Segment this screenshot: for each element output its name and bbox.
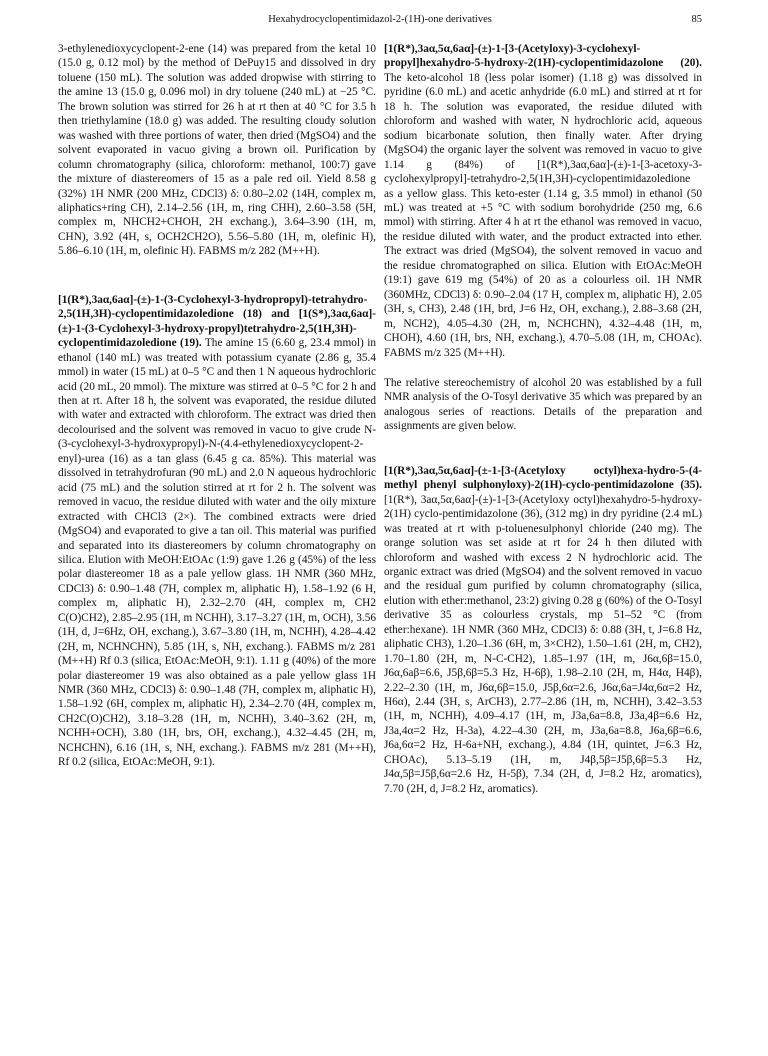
paragraph-body: 3-ethylenedioxycyclopent-2-ene (14) was prepared from the ketal 10 (15.0 g, 0.12 mol) by the method of DePuy15 and dissolved in dry toluene (150 mL). The solution was added dropwise with stirring to the amine 13 (15.0 g, 0.096 mol) in dry toluene (240 mL) at −25 °C. The brown solution was stirred for 26 h at rt then at 40 °C for 3.5 h then triethylamine (18.0 g) was added. The resulting cloudy solution was washed with three portions of water, then dried (MgSO4) and the solvent evaporated in vacuo giving a brown oil. Purification by column chromatography (silica, chloroform: methanol, 100:7) gave the mixture of diastereomers of 15 as a pale red oil. Yield 8.58 g (32%) 1H NMR (200 MHz, CDCl3) δ: 0.80–2.02 (14H, complex m, aliphatics+ring CH), 2.14–2.56 (1H, m, ring CHH), 2.60–3.58 (5H, complex m, NHCH2+CHOH, 2H exchang.), 3.64–3.90 (1H, m, CHN), 3.92 (4H, s, OCH2CH2O), 5.56–5.80 (1H, m, olefinic H), 5.86–6.10 (1H, m, olefinic H). FABMS m/z 282 (M++H).	[58, 43, 376, 258]
paragraph-pyrrole-prep	[58, 42, 376, 259]
paragraph-compounds-18-19	[58, 293, 376, 770]
paragraph-body: The keto-alcohol 18 (less polar isomer) (1.18 g) was dissolved in pyridine (6.0 mL) and acetic anhydride (6.0 mL) and stirred at rt for 18 h. The solution was evaporated, the residue diluted with chloroform and washed with water, N hydrochloric acid, aqueous sodium bicarbonate solution, then finally water. After drying (MgSO4) the organic layer the solvent was removed in vacuo to give 1.14 g (84%) of [1(R*),3aα,6aα]-(±)-1-[3-acetoxy-3-cyclohexylpropyl]-tetrahydro-2,5(1H,3H)-cyclopentimidazoledione as a yellow glass. This keto-ester (1.14 g, 3.5 mmol) in ethanol (50 mL) was treated at +5 °C with sodium borohydride (250 mg, 6.6 mmol) with stirring. After 4 h at rt the ethanol was removed in vacuo, the residue diluted with water, and the product extracted into ether. The extract was dried (MgSO4), the solvent removed in vacuo and the residue chromatographed on silica. Elution with EtOAc:MeOH (19:1) gave 619 mg (54%) of 20 as a colourless oil. 1H NMR (360MHz, CDCl3) δ: 0.90–2.04 (17 H, complex m, aliphatic H), 2.05 (3H, s, CH3), 2.48 (1H, brd, J=6 Hz, OH, exchang.), 2.88–3.68 (2H, m, NCH2), 4.05–4.30 (2H, m, NCHCHN), 4.32–4.48 (1H, m, CHOH), 4.60 (1H, brs, NH, exchang.), 4.70–5.08 (1H, m, CHOAc). FABMS m/z 325 (M++H).	[384, 71, 702, 359]
paragraph-body: The amine 15 (6.60 g, 23.4 mmol) in ethanol (140 mL) was treated with potassium cyanate (2.86 g, 35.4 mmol) in water (15 mL) at 0–5 °C and then 1 N aqueous hydrochloric acid (20 mL, 20 mmol). The mixture was stirred at 0–5 °C for 2 h and then at rt. After 18 h, the solvent was evaporated, the residue diluted with water and extracted with chloroform. The extract was dried then decolourised and the solvent was removed in vacuo to give crude N-(3-cyclohexyl-3-hydroxypropyl)-N-(4.4-ethylenedioxycyclopent-2-enyl)-urea (16) as a tan glass (6.45 g ca. 85%). This material was dissolved in tetrahydrofuran (90 mL) and 2.0 N aqueous hydrochloric acid (75 mL) and the solution stirred at rt for 2 h. The solvent was removed in vacuo, the residue diluted with water and the oily mixture extracted with CHCl3 (2×). The combined extracts were dried (MgSO4) and evaporated to give a tan oil. This material was purified and separated into its diastereomers by column chromatography on silica. Elution with MeOH:EtOAc (1:9) gave 1.26 g (45%) of the less polar diastereomer 18 as a pale yellow glass. 1H NMR (360 MHz, CDCl3) δ: 0.90–1.48 (7H, complex m, aliphatic H), 1.58–1.92 (6 H, complex m, aliphatic H), 2.32–2.70 (4H, complex m, CH2 C(O)CH2), 2.85–2.95 (1H, m NCHH), 3.17–3.27 (1H, m, OCH), 3.56 (1H, d, J=6Hz, OH, exchang.), 3.67–3.80 (1H, m, NCHH), 4.28–4.42 (2H, m, NCHNCHN), 5.85 (1H, s, NH, exchang.). FABMS m/z 281 (M++H) Rf 0.3 (silica, EtOAc:MeOH, 9:1). 1.11 g (40%) of the more polar diastereomer 19 was also obtained as a pale yellow glass 1H NMR (360 MHz, CDCl3) δ: 0.90–1.48 (7H, complex m, aliphatic H), 1.58–1.92 (6H, complex m, aliphatic H), 2.34–2.70 (4H, complex m, CH2C(O)CH2), 3.18–3.28 (1H, m, NCHH), 3.40–3.62 (2H, m, NCHH+OCH), 3.80 (1H, brs, OH, exchang.), 4.32–4.45 (2H, m, NCHCHN), 6.16 (1H, s, NH, exchang.). FABMS m/z 281 (M++H), Rf 0.2 (silica, EtOAc:MeOH, 9:1).	[58, 337, 377, 769]
right-column	[384, 42, 702, 810]
compound-heading: [1(R*),3aα,5α,6aα]-(±-1-[3-(Acetyloxy octyl)hexa-hydro-5-(4-methyl phenyl sulphonyloxy)-2(1H)-cyclo-pentimidazolone (35).	[384, 464, 702, 492]
compound-heading: [1(R*),3aα,6aα]-(±)-1-(3-Cyclohexyl-3-hydropropyl)-tetrahydro-2,5(1H,3H)-cyclopentimidazoledione (18) and [1(S*),3aα,6aα]-(±)-1-(3-Cyclohexyl-3-hydroxy-propyl)tetrahydro-2,5(1H,3H)-cyclopentimidazoledione (19).	[58, 293, 376, 350]
running-title: Hexahydrocyclopentimidazol-2-(1H)-one derivatives	[268, 14, 492, 25]
paragraph-body: The relative stereochemistry of alcohol 20 was established by a full NMR analysis of the O-Tosyl derivative 35 which was prepared by an analogous series of reactions. Details of the preparation and assignments are given below.	[384, 376, 702, 433]
paragraph-compound-20	[384, 42, 702, 360]
compound-heading: [1(R*),3aα,5α,6aα]-(±)-1-[3-(Acetyloxy)-3-cyclohexyl-propyl]hexahydro-5-hydroxy-2(1H)-cyclopentimidazolone (20).	[384, 43, 702, 70]
page-number: 85	[691, 14, 702, 25]
running-header	[58, 14, 702, 32]
paragraph-compound-35	[384, 464, 702, 796]
left-column	[58, 42, 376, 784]
paragraph-stereochemistry	[384, 376, 702, 434]
paragraph-body: [1(R*), 3aα,5α,6aα]-(±)-1-[3-(Acetyloxy octyl)hexahydro-5-hydroxy-2(1H) cyclo-pentimidazolone (36), (312 mg) in dry pyridine (2.4 mL) was treated at rt with p-toluenesulphonyl chloride (240 mg). The orange solution was set aside at rt for 24 h then diluted with chloroform and washed with excess 2 N hydrochloric acid. The organic extract was dried (MgSO4) and the solvent removed in vacuo and the residual gum purified by column chromatography (silica, elution with ether:methanol, 23:2) giving 0.28 g (60%) of the O-Tosyl derivative 35 as colourless crystals, mp 51–52 °C (from ether:hexane). 1H NMR (360 MHz, CDCl3) δ: 0.88 (3H, t, J=6.8 Hz, aliphatic CH3), 1.20–1.36 (6H, m, 3×CH2), 1.50–1.61 (2H, m, CH2), 1.70–1.80 (2H, m, N-C-CH2), 1.85–1.97 (1H, m, J6α,6β=15.0, J6α,6aβ=6.6, J5β,6β=5.3 Hz, H-6β), 1.98–2.10 (2H, m, H4α, H4β), 2.22–2.30 (1H, m, J6α,6β=15.0, J5β,6α=2.6, J6α,6a=J4α,6α=2 Hz, H6α), 2.44 (3H, s, ArCH3), 2.77–2.86 (1H, m, NCHH), 3.42–3.53 (1H, m, NCHH), 4.09–4.17 (1H, m, J3a,6a=8.8, J3a,4β=6.6 Hz, J3a,4α=2 Hz, H-3a), 4.22–4.30 (2H, m, J3a,6a=8.8, J6a,6β=6.6, J6a,6α=2 Hz, H-6a+NH, exchang.), 4.84 (1H, quintet, J=6.3 Hz, CHOAc), 5.13–5.19 (1H, m, J4β,5β=J5β,6β=5.3 Hz, J4α,5β=J5β,6α=2.6 Hz, H-5β), 7.34 (2H, d, J=8.2 Hz, aromatics), 7.70 (2H, d, J=8.2 Hz, aromatics).	[384, 493, 702, 795]
